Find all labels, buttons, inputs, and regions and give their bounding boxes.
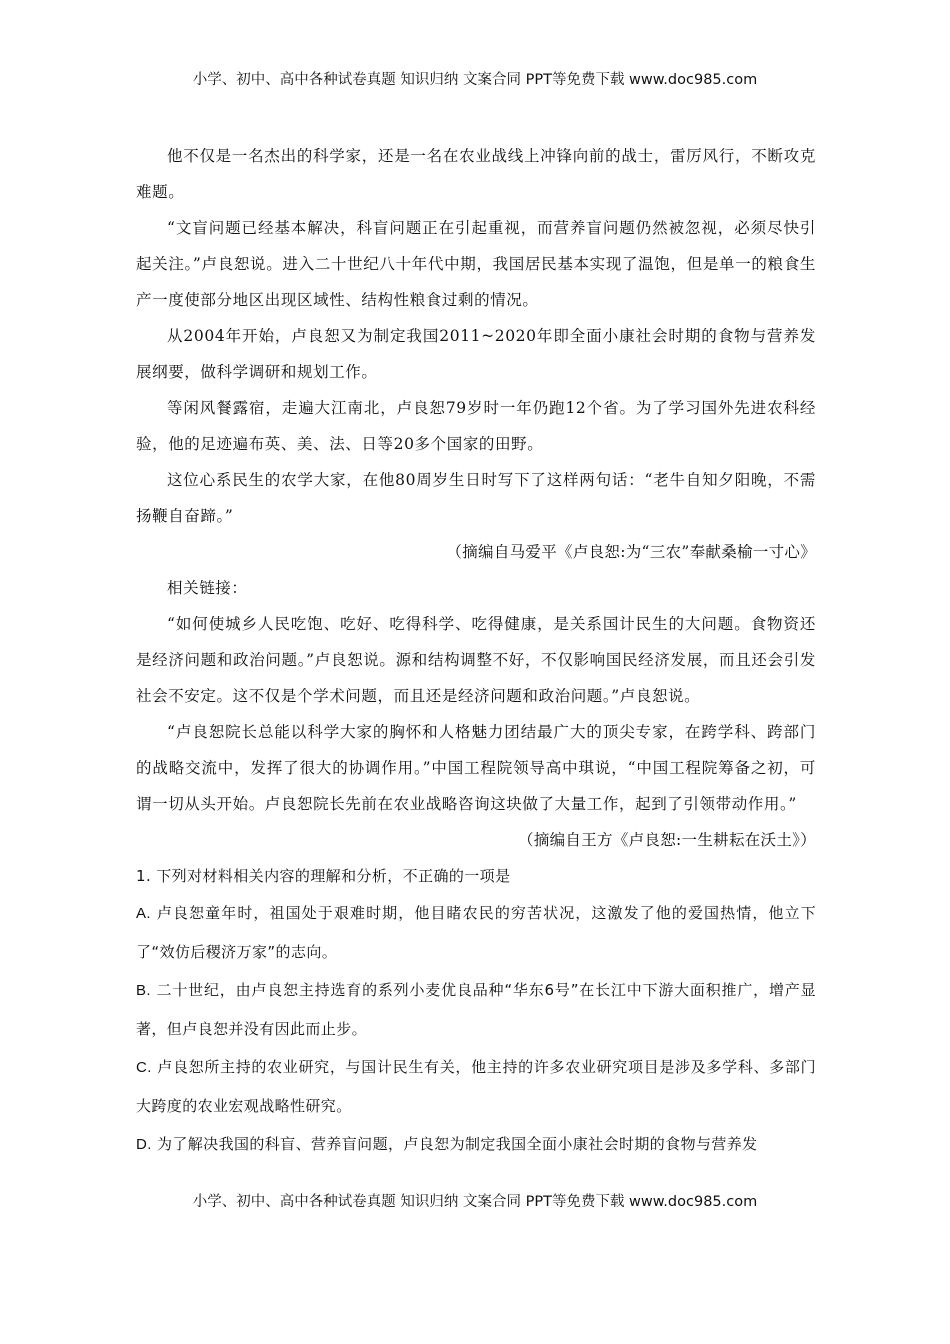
related-paragraph-1: “如何使城乡人民吃饱、吃好、吃得科学、吃得健康，是关系国计民生的大问题。食物资还是经济问题和政治问题。”卢良恕说。源和结构调整不好，不仅影响国民经济发展，而且还会引发社会不安定。这不仅是个学术问题，而且还是经济问题和政治问题。”卢良恕说。	[136, 615, 816, 705]
option-c	[136, 1048, 816, 1125]
option-letter: A.	[136, 905, 151, 922]
source-citation-2: （摘编自王方《卢良恕:一生耕耘在沃土》）	[518, 831, 816, 849]
option-letter: D.	[136, 1136, 152, 1153]
option-text: 为了解决我国的科盲、营养盲问题，卢良恕为制定我国全面小康社会时期的食物与营养发	[151, 1135, 758, 1153]
option-b	[136, 971, 816, 1048]
paragraph-2: “文盲问题已经基本解决，科盲问题正在引起重视，而营养盲问题仍然被忽视，必须尽快引起关注。”卢良恕说。进入二十世纪八十年代中期，我国居民基本实现了温饱，但是单一的粮食生产一度使部分地区出现区域性、结构性粮食过剩的情况。	[136, 219, 816, 309]
page-footer: 小学、初中、高中各种试卷真题 知识归纳 文案合同 PPT等免费下载 www.doc985.com	[192, 1194, 758, 1210]
option-a	[136, 894, 816, 971]
document-body	[136, 138, 816, 1164]
paragraph-4: 等闲风餐露宿，走遍大江南北，卢良恕79岁时一年仍跑12个省。为了学习国外先进农科经验，他的足迹遍布英、美、法、日等20多个国家的田野。	[136, 399, 816, 453]
paragraph-3: 从2004年开始，卢良恕又为制定我国2011~2020年即全面小康社会时期的食物与营养发展纲要，做科学调研和规划工作。	[136, 327, 816, 381]
page-header: 小学、初中、高中各种试卷真题 知识归纳 文案合同 PPT等免费下载 www.doc985.com	[192, 72, 758, 88]
related-paragraph-2: “卢良恕院长总能以科学大家的胸怀和人格魅力团结最广大的顶尖专家，在跨学科、跨部门的战略交流中，发挥了很大的协调作用。”中国工程院领导高中琪说，“中国工程院筹备之初，可谓一切从头开始。卢良恕院长先前在农业战略咨询这块做了大量工作，起到了引领带动作用。”	[136, 723, 816, 813]
related-links-title: 相关链接：	[167, 579, 248, 597]
question-stem: 1. 下列对材料相关内容的理解和分析，不正确的一项是	[136, 867, 511, 885]
source-citation-1: （摘编自马爱平《卢良恕:为“三农”奉献桑榆一寸心》	[446, 543, 816, 561]
option-text: 卢良恕童年时，祖国处于艰难时期，他目睹农民的穷苦状况，这激发了他的爱国热情，他立下了“效仿后稷济万家”的志向。	[136, 904, 816, 961]
option-letter: B.	[136, 982, 151, 999]
option-letter: C.	[136, 1059, 152, 1076]
option-text: 卢良恕所主持的农业研究，与国计民生有关，他主持的许多农业研究项目是涉及多学科、多部门大跨度的农业宏观战略性研究。	[136, 1058, 816, 1115]
paragraph-5: 这位心系民生的农学大家，在他80周岁生日时写下了这样两句话：“老牛自知夕阳晚，不需扬鞭自奋蹄。”	[136, 471, 816, 525]
paragraph-1: 他不仅是一名杰出的科学家，还是一名在农业战线上冲锋向前的战士，雷厉风行，不断攻克难题。	[136, 147, 816, 201]
option-text: 二十世纪，由卢良恕主持选育的系列小麦优良品种“华东6号”在长江中下游大面积推广，增产显著，但卢良恕并没有因此而止步。	[136, 981, 816, 1038]
option-d	[136, 1125, 816, 1164]
